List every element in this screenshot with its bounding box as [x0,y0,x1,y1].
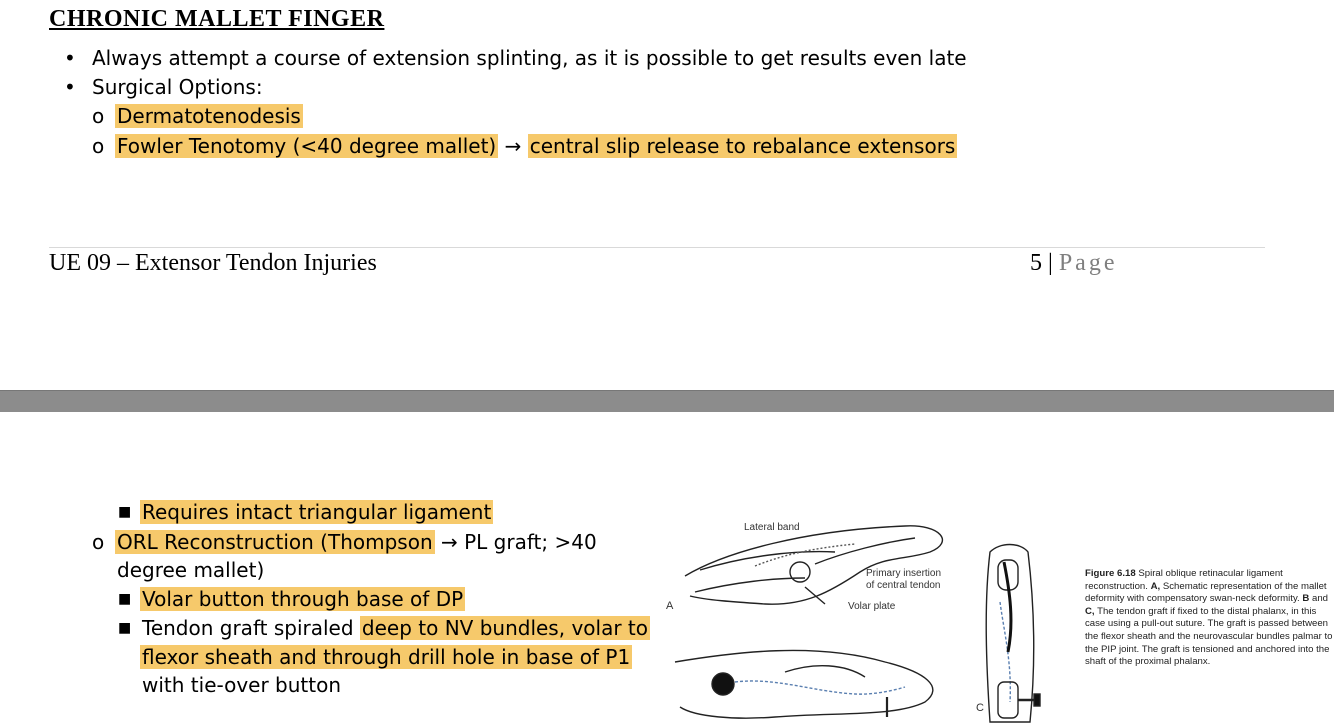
page-word: Page [1058,250,1118,276]
sub-bullet-circle: o [92,104,105,128]
list-item-continued [140,643,632,671]
page-number: 5 | [1030,250,1053,276]
list-item [140,498,493,526]
figure-number: Figure 6.18 [1085,568,1136,579]
sub-bullet-text-1 [115,102,303,130]
highlight: deep to NV bundles, volar to [361,616,648,640]
square-bullet: ■ [118,591,132,607]
sub-bullet-circle: o [92,530,105,554]
bullet-text-2: Surgical Options: [92,75,263,99]
footer-rule [49,247,1265,248]
bullet-text-1: Always attempt a course of extension splinting, as it is possible to get results even late [92,46,967,70]
list-item-continued: degree mallet) [117,558,265,582]
highlight: Volar button through base of DP [142,587,464,611]
sub-bullet-text-2 [115,132,957,160]
label-a: A [666,600,674,612]
highlight: ORL Reconstruction (Thompson [117,530,433,554]
highlight: Requires intact triangular ligament [142,500,492,524]
highlight: flexor sheath and through drill hole in base of P1 [142,645,631,669]
footer-title: UE 09 – Extensor Tendon Injuries [49,250,377,276]
label-volar-plate: Volar plate [848,601,896,612]
finger-c-illustration [970,542,1050,725]
label-lateral-band: Lateral band [744,522,800,533]
list-item [142,614,650,642]
label-central-tendon: of central tendon [866,580,941,591]
list-item [140,585,465,613]
square-bullet: ■ [118,504,132,520]
page-gap [0,390,1334,413]
list-item [115,528,597,556]
highlight: central slip release to rebalance extensors [529,134,956,158]
list-item-continued: with tie-over button [142,673,342,697]
highlight: Dermatotenodesis [117,104,301,128]
orl-rest: → PL graft; >40 [440,530,597,554]
label-primary-insertion: Primary insertion [866,568,942,579]
square-bullet: ■ [118,620,132,636]
arrow: → [504,134,522,158]
label-c: C [976,702,984,714]
footer-page-number [1030,250,1117,277]
bullet-dot: • [64,75,76,99]
figure-caption: Figure 6.18 Spiral oblique retinacular ligament reconstruction. A, Schematic representation of the mallet deformity with compensatory swan-neck deformity. B and C, The tendon graft if fixed to the distal phalanx, in this case using a pull-out suture. The graft is passed between the flexor sheath and the neurovascular bundles palmar to the PIP joint. The graft is tensioned and anchored into the shaft of the proximal phalanx. [1085,568,1333,668]
section-heading: CHRONIC MALLET FINGER [49,6,385,32]
item3-start: Tendon graft spiraled [142,616,354,640]
document-page-bottom [0,412,1334,725]
highlight: Fowler Tenotomy (<40 degree mallet) [117,134,497,158]
bullet-dot: • [64,46,76,70]
finger-illustration [655,512,975,725]
sub-bullet-circle: o [92,134,105,158]
